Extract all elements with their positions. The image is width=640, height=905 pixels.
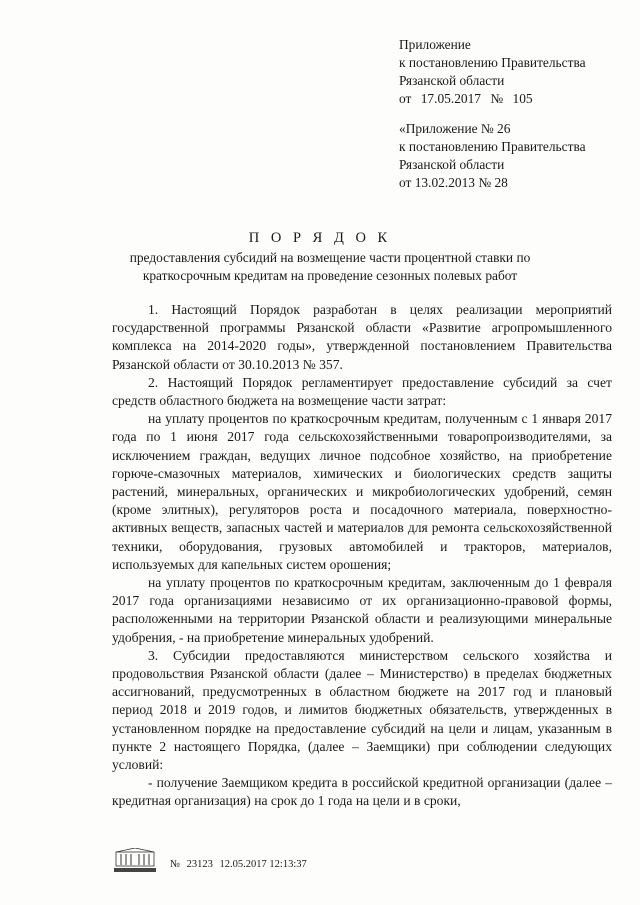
paragraph: 1. Настоящий Порядок разработан в целях реализации мероприятий государственной программы Рязанской области «Развитие агропромышленного комплекса на 2014-2020 годы», утвержденной постановлением Правительства Рязанской области от 30.10.2013 № 357. (112, 302, 612, 372)
footer-timestamp: 12.05.2017 12:13:37 (219, 859, 307, 870)
paragraph: 2. Настоящий Порядок регламентирует предоставление субсидий за счет средств областного бюджета на возмещение части затрат: (112, 374, 612, 409)
header-line: Приложение (399, 37, 471, 52)
footer-stamp (110, 846, 440, 874)
paragraph: - получение Заемщиком кредита в российской кредитной организации (далее – кредитная организация) на срок до 1 года на цели и в сроки, (112, 775, 612, 809)
paragraph: 3. Субсидии предоставляются министерством сельского хозяйства и продовольствия Рязанской области (далее – Министерство) в пределах бюджетных ассигнований, предусмотренных в областном бюджете на 2017 год и плановый период 2018 и 2019 годов, и лимитов бюджетных обязательств, утвержденных в установленном порядке на предоставление субсидий на цели и лицам, указанным в пункте 2 настоящего Порядка, (далее – Заемщики) при соблюдении следующих условий: (112, 647, 612, 773)
decree-date: 17.05.2017 (420, 91, 481, 106)
decree-date-line (399, 90, 634, 108)
appendix-line: Рязанской области (399, 157, 505, 172)
appendix-line: к постановлению Правительства (399, 139, 586, 154)
footer-doc-id: 23123 (186, 859, 213, 870)
number-sign: № (490, 91, 504, 106)
appendix-line: «Приложение № 26 (399, 121, 511, 136)
document-subtitle: предоставления субсидий на возмещение части процентной ставки по краткосрочным кредитам на проведение сезонных полевых работ (129, 250, 531, 283)
header-line: к постановлению Правительства (399, 55, 586, 70)
document-body (112, 301, 612, 811)
header-line: Рязанской области (399, 73, 505, 88)
date-prefix: от (399, 91, 412, 106)
registration-info (170, 859, 311, 870)
registry-stamp-icon (110, 848, 160, 874)
paragraph: на уплату процентов по краткосрочным кредитам, полученным с 1 января 2017 года по 1 июня 2017 года сельскохозяйственными товаропроизводителями, за исключением граждан, ведущих личное подсобное хозяйство, на приобретение горюче-смазочных материалов, химических и биологических средств защиты растений, минеральных, органических и микробиологических удобрений, семян (кроме элитных), регуляторов роста и посадочного материала, поверхностно-активных веществ, запасных частей и материалов для ремонта сельскохозяйственной техники, оборудования, грузовых автомобилей и тракторов, материалов, используемых для капельных систем орошения; (112, 411, 612, 572)
decree-number: 105 (512, 91, 533, 106)
appendix-line: от 13.02.2013 № 28 (399, 175, 508, 190)
document-title: П О Р Я Д О К (248, 230, 392, 246)
header-block (399, 36, 634, 192)
footer-number-sign: № (170, 859, 181, 870)
paragraph: на уплату процентов по краткосрочным кредитам, заключенным до 1 февраля 2017 года организациями независимо от их организационно-правовой формы, расположенными на территории Рязанской области и реализующими минеральные удобрения, - на приобретение минеральных удобрений. (112, 575, 612, 645)
